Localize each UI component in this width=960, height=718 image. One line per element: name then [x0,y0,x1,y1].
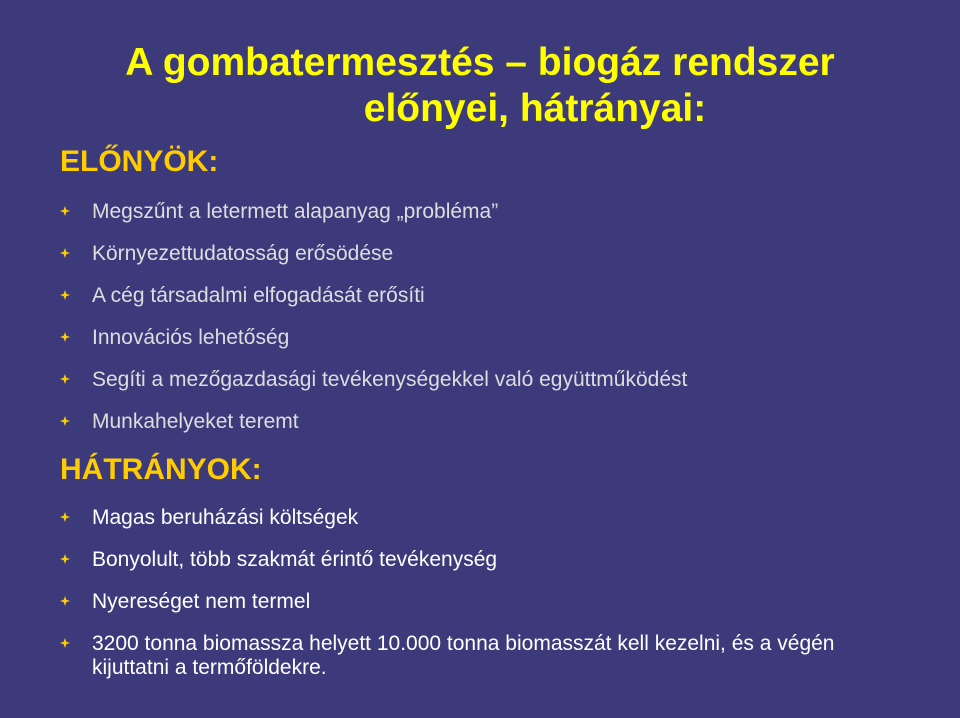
diamond-bullet-icon [60,596,70,606]
diamond-bullet-icon [60,638,70,648]
diamond-bullet-icon [60,554,70,564]
list-item-text: Segíti a mezőgazdasági tevékenységekkel való együttműködést [92,368,688,391]
diamond-bullet-icon [60,290,70,300]
list-item-text: 3200 tonna biomassza helyett 10.000 tonna biomasszát kell kezelni, és a végén kijuttatni a termőföldekre. [92,632,835,679]
advantages-heading: ELŐNYÖK: [60,145,219,178]
diamond-bullet-icon [60,206,70,216]
list-item-text: Innovációs lehetőség [92,326,290,349]
diamond-bullet-icon [60,512,70,522]
list-item-text: Nyereséget nem termel [92,590,311,613]
diamond-bullet-icon [60,374,70,384]
list-item-text: Munkahelyeket teremt [92,410,299,433]
disadvantages-heading: HÁTRÁNYOK: [60,453,262,486]
list-item-text: Megszűnt a letermett alapanyag „probléma” [92,200,499,223]
title-line-2: előnyei, hátrányai: [363,87,707,130]
list-item-text: A cég társadalmi elfogadását erősíti [92,284,425,307]
list-item-text: Bonyolult, több szakmát érintő tevékenység [92,548,498,571]
slide-title [0,40,960,132]
diamond-bullet-icon [60,332,70,342]
diamond-bullet-icon [60,416,70,426]
list-item-text: Környezettudatosság erősödése [92,242,394,265]
title-line-1: A gombatermesztés – biogáz rendszer [125,41,835,84]
diamond-bullet-icon [60,248,70,258]
list-item-text: Magas beruházási költségek [92,506,359,529]
